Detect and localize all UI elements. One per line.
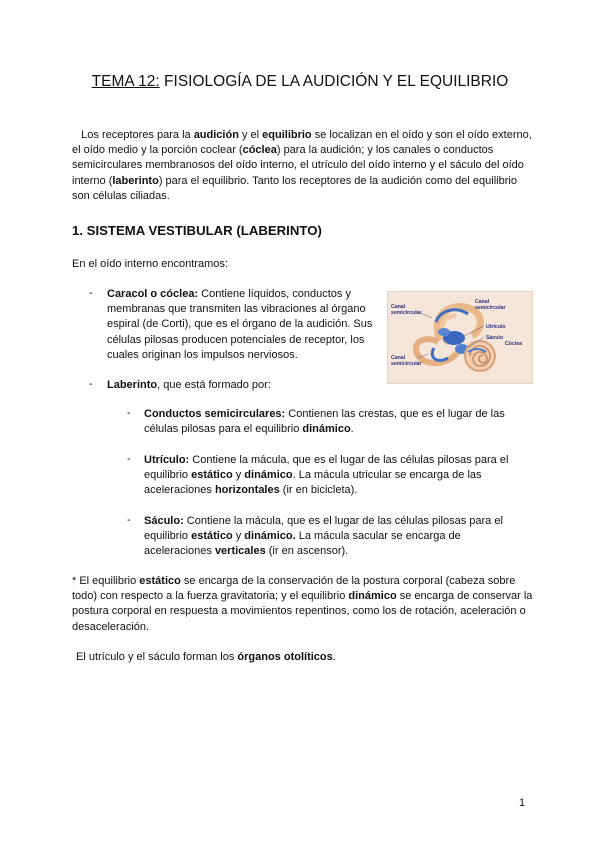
subitem-text: (ir en ascensor).: [265, 545, 349, 558]
title-prefix: TEMA 12:: [91, 73, 160, 90]
subitem-text: .: [350, 423, 354, 436]
subitem-text: Contiene la mácula, que es el lugar de las células pilosas para el equilibrio: [144, 515, 503, 543]
intro-text: ) para el equilibrio. Tanto los receptores de la audición como del equilibrio son células ciliadas.: [72, 174, 517, 202]
note-text: se encarga de conservar la postura corporal en respuesta a movimientos repentinos, como los de rotación, aceleración o desaceleración.: [72, 590, 533, 633]
page-title: [0, 73, 600, 91]
inner-ear-drawing: [388, 292, 532, 383]
ampulla-shape: [438, 328, 450, 336]
subitem-term: Utrículo:: [144, 454, 190, 466]
subitem-text: Contiene la mácula, que es el lugar de las células pilosas para el equilibrio: [144, 454, 509, 482]
subitem-utriculo: [144, 453, 524, 499]
subitem-text: Contienen las crestas, que es el lugar de las células pilosas para el equilibrio: [144, 408, 505, 436]
subitem-bold: estático: [191, 530, 233, 543]
bullet-dash: -: [127, 514, 131, 526]
subitem-text: y: [232, 469, 245, 482]
subitem-bold: estático: [191, 469, 233, 482]
final-text: .: [332, 651, 336, 663]
label-canal-bottom-left: semicircular: [391, 361, 422, 367]
intro-text: ) para la audición; y los canales o conductos semicirculares membranosos del oído interno, el utrículo del oído interno y el sáculo del oído interno (: [72, 144, 524, 187]
list-item-coclea: [107, 287, 379, 363]
subitem-saculo: [144, 514, 524, 560]
final-bold: órganos otolíticos: [237, 651, 333, 663]
intro-bold: laberinto: [112, 174, 159, 187]
membranous-canal: [432, 348, 448, 360]
label-saccule: Sáculo: [486, 335, 504, 341]
subitem-conductos: [144, 407, 524, 437]
closing-sentence: [76, 650, 336, 665]
bullet-dash: -: [89, 378, 93, 390]
intro-text: Los receptores para la: [81, 129, 194, 141]
item-term: Laberinto: [107, 379, 158, 391]
intro-bold: cóclea: [242, 144, 277, 157]
label-canal-top-right: semicircular: [475, 305, 506, 311]
final-text: El utrículo y el sáculo forman los: [76, 651, 238, 663]
note-bold: dinámico: [348, 590, 397, 603]
subitem-bold: horizontales: [214, 484, 280, 497]
subitem-bold: dinámico.: [244, 530, 296, 543]
title-text: FISIOLOGÍA DE LA AUDICIÓN Y EL EQUILIBRIO: [159, 73, 509, 90]
label-cochlea: Cóclea: [505, 341, 523, 347]
item-text: , que está formado por:: [157, 379, 271, 391]
page-number: 1: [519, 797, 526, 809]
bullet-dash: -: [127, 453, 131, 465]
bullet-dash: -: [127, 407, 131, 419]
note-text: * El equilibrio: [72, 575, 140, 587]
subitem-text: . La mácula utricular se encarga de las aceleraciones: [144, 469, 482, 497]
lead-text: En el oído interno encontramos:: [72, 258, 228, 270]
intro-paragraph: [72, 128, 532, 204]
subitem-text: (ir en bicicleta).: [279, 484, 358, 497]
label-canal-bottom-left: Canal: [391, 355, 406, 361]
intro-text: y el: [238, 129, 263, 141]
intro-bold: audición: [193, 129, 239, 141]
intro-bold: equilibrio: [262, 129, 312, 141]
subitem-text: y: [232, 530, 245, 543]
subitem-term: Conductos semicirculares:: [144, 408, 286, 420]
label-canal-top-right: Canal: [475, 299, 490, 305]
list-item-laberinto: [107, 378, 271, 393]
inner-ear-illustration: [387, 291, 533, 384]
subitem-bold: dinámico: [302, 423, 351, 436]
note-text: se encarga de la conservación de la postura corporal (cabeza sobre todo) con respecto a la fuerza gravitatoria; y el equilibrio: [72, 575, 516, 603]
note-bold: estático: [139, 575, 181, 587]
footnote-paragraph: [72, 574, 534, 635]
subitem-bold: verticales: [214, 545, 266, 558]
subitem-bold: dinámico: [244, 469, 293, 482]
item-text: Contiene líquidos, conductos y membranas que transmiten las vibraciones al órgano espiral (de Corti), que es el órgano de la audición. Sus células pilosas producen potenciales de receptor, los cuales originan los impulsos nerviosos.: [107, 288, 373, 361]
subitem-text: La mácula sacular se encarga de aceleraciones: [144, 530, 461, 558]
label-canal-top-left: semicircular: [391, 310, 422, 316]
section-heading: 1. SISTEMA VESTIBULAR (LABERINTO): [72, 223, 322, 238]
bullet-dash: -: [89, 287, 93, 299]
intro-text: se localizan en el oído y son el oído externo, el oído medio y la porción coclear (: [72, 129, 532, 157]
label-canal-top-left: Canal: [391, 304, 406, 310]
item-term: Caracol o cóclea:: [107, 288, 199, 300]
subitem-term: Sáculo:: [144, 515, 184, 527]
label-utricle: Utrículo: [486, 324, 506, 330]
